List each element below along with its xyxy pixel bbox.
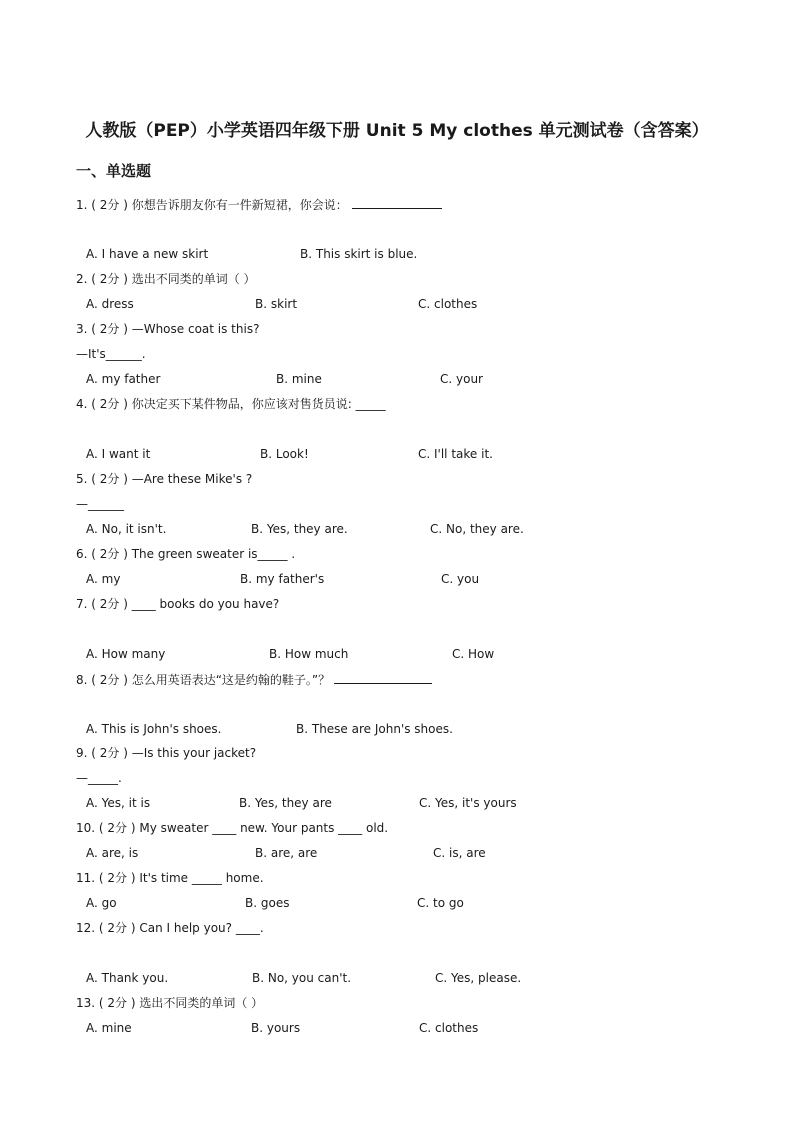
question-8 — [76, 671, 432, 688]
option-a: A. go — [86, 896, 117, 910]
option-a: A. How many — [86, 647, 166, 661]
question-stem: 1. ( 2分 ) 你想告诉朋友你有一件新短裙，你会说： — [76, 198, 348, 212]
answer-line: —_____. — [76, 771, 122, 785]
option-c: C. clothes — [418, 297, 478, 311]
option-c: C. How — [452, 647, 495, 661]
option-a: A. my — [86, 572, 121, 586]
option-b: B. How much — [269, 647, 349, 661]
option-b: B. These are John's shoes. — [296, 722, 453, 736]
option-c: C. I'll take it. — [418, 447, 493, 461]
option-b: B. yours — [251, 1021, 301, 1035]
question-1 — [76, 196, 442, 213]
option-b: B. Yes, they are. — [251, 522, 348, 536]
question-5: 5. ( 2分 ) —Are these Mike's ? — [76, 472, 253, 486]
answer-line: —______ — [76, 497, 124, 511]
option-a: A. No, it isn't. — [86, 522, 167, 536]
option-c: C. you — [441, 572, 480, 586]
option-b: B. Look! — [260, 447, 309, 461]
option-c: C. clothes — [419, 1021, 479, 1035]
question-12: 12. ( 2分 ) Can I help you? ____. — [76, 921, 264, 935]
option-a: A. I have a new skirt — [86, 247, 209, 261]
option-b: B. my father's — [240, 572, 325, 586]
section-heading: 一、单选题 — [76, 162, 152, 180]
option-c: C. your — [440, 372, 483, 386]
option-b: B. mine — [276, 372, 322, 386]
answer-line: —It's______. — [76, 347, 146, 361]
option-c: C. to go — [417, 896, 464, 910]
answer-blank — [352, 196, 442, 209]
question-10: 10. ( 2分 ) My sweater ____ new. Your pants ____ old. — [76, 821, 389, 835]
option-a: A. This is John's shoes. — [86, 722, 222, 736]
question-7: 7. ( 2分 ) ____ books do you have? — [76, 597, 280, 611]
question-4: 4. ( 2分 ) 你决定买下某件物品，你应该对售货员说: _____ — [76, 397, 386, 411]
question-9: 9. ( 2分 ) —Is this your jacket? — [76, 746, 257, 760]
option-a: A. I want it — [86, 447, 151, 461]
option-c: C. Yes, please. — [435, 971, 522, 985]
option-b: B. are, are — [255, 846, 318, 860]
option-c: C. Yes, it's yours — [419, 796, 517, 810]
option-b: B. skirt — [255, 297, 298, 311]
option-b: B. goes — [245, 896, 290, 910]
option-b: B. Yes, they are — [239, 796, 332, 810]
question-6: 6. ( 2分 ) The green sweater is_____ . — [76, 547, 296, 561]
option-b: B. No, you can't. — [252, 971, 352, 985]
option-a: A. are, is — [86, 846, 139, 860]
option-a: A. Yes, it is — [86, 796, 151, 810]
option-a: A. Thank you. — [86, 971, 169, 985]
question-3: 3. ( 2分 ) —Whose coat is this? — [76, 322, 260, 336]
option-c: C. No, they are. — [430, 522, 524, 536]
option-b: B. This skirt is blue. — [300, 247, 418, 261]
answer-blank — [334, 671, 432, 684]
option-a: A. mine — [86, 1021, 132, 1035]
question-11: 11. ( 2分 ) It's time _____ home. — [76, 871, 264, 885]
question-13: 13. ( 2分 ) 选出不同类的单词（ ） — [76, 996, 264, 1010]
option-a: A. my father — [86, 372, 161, 386]
question-stem: 8. ( 2分 ) 怎么用英语表达“这是约翰的鞋子。”？ — [76, 673, 331, 687]
option-a: A. dress — [86, 297, 134, 311]
question-2: 2. ( 2分 ) 选出不同类的单词（ ） — [76, 272, 256, 286]
document-title: 人教版（PEP）小学英语四年级下册 Unit 5 My clothes 单元测试卷（含答案） — [85, 121, 709, 141]
option-c: C. is, are — [433, 846, 486, 860]
